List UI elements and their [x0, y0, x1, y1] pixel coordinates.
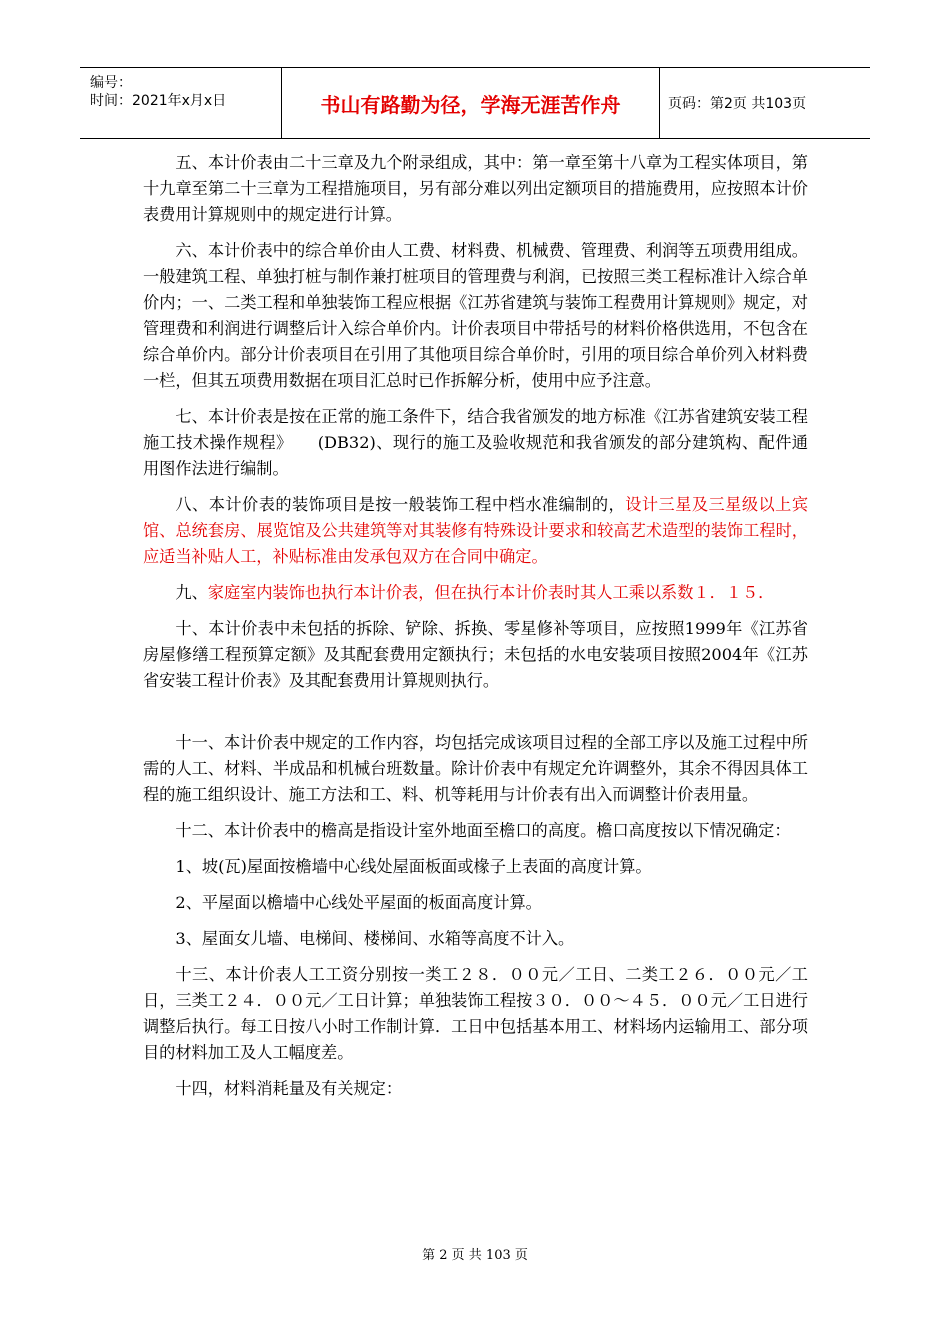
header-motto: 书山有路勤为径，学海无涯苦作舟 — [282, 68, 660, 138]
paragraph-9: 九、家庭室内装饰也执行本计价表，但在执行本计价表时其人工乘以系数１．１５． — [175, 583, 775, 602]
paragraph-10: 十、本计价表中未包括的拆除、铲除、拆换、零星修补等项目，应按照1999年《江苏省房屋修缮工程预算定额》及其配套费用定额执行；未包括的水电安装项目按照2004年《江苏省安装工程计价表》及其配套费用计算规则执行。 — [143, 619, 808, 690]
paragraph-13: 十三、本计价表人工工资分别按一类工２８．００元／工日、二类工２６．００元／工日，三类工２４．００元／工日计算；单独装饰工程按３０．００～４５．００元／工日进行调整后执行。每工日按八小时工作制计算．工日中包括基本用工、材料场内运输用工、部分项目的材料加工及人工幅度差。 — [143, 965, 808, 1062]
list-item-1: 1、坡(瓦)屋面按檐墙中心线处屋面板面或椽子上表面的高度计算。 — [175, 857, 652, 876]
paragraph-12: 十二、本计价表中的檐高是指设计室外地面至檐口的高度。檐口高度按以下情况确定： — [175, 821, 791, 840]
header-page-info: 页码：第2页 共103页 — [668, 96, 807, 112]
spacer — [143, 704, 808, 730]
list-item-2: 2、平屋面以檐墙中心线处平屋面的板面高度计算。 — [175, 893, 542, 912]
highlighted-text: 家庭室内装饰也执行本计价表，但在执行本计价表时其人工乘以系数１．１５． — [207, 583, 775, 602]
document-number-label: 编号： — [90, 75, 132, 91]
paragraph-6: 六、本计价表中的综合单价由人工费、材料费、机械费、管理费、利润等五项费用组成。一般建筑工程、单独打桩与制作兼打桩项目的管理费与利润，已按照三类工程标准计入综合单价内；一、二类工程和单独装饰工程应根据《江苏省建筑与装饰工程费用计算规则》规定，对管理费和利润进行调整后计入综合单价内。计价表项目中带括号的材料价格供选用，不包含在综合单价内。部分计价表项目在引用了其他项目综合单价时，引用的项目综合单价列入材料费一栏，但其五项费用数据在项目汇总时已作拆解分析，使用中应予注意。 — [143, 241, 808, 390]
document-date: 时间：2021年x月x日 — [90, 93, 227, 109]
page-header — [80, 67, 870, 139]
paragraph-11: 十一、本计价表中规定的工作内容，均包括完成该项目过程的全部工序以及施工过程中所需的人工、材料、半成品和机械台班数量。除计价表中有规定允许调整外，其余不得因具体工程的施工组织设计、施工方法和工、料、机等耗用与计价表有出入而调整计价表用量。 — [143, 733, 808, 804]
highlighted-text: 设计三星及三星级以上宾馆、总统套房、展览馆及公共建筑等对其装修有特殊设计要求和较高艺术造型的装饰工程时，应适当补贴人工，补贴标准由发承包双方在合同中确定。 — [143, 495, 809, 566]
document-body — [143, 150, 808, 1112]
header-meta — [80, 68, 282, 138]
list-item-3: 3、屋面女儿墙、电梯间、楼梯间、水箱等高度不计入。 — [175, 929, 575, 948]
page-footer: 第 2 页 共 103 页 — [422, 1248, 528, 1263]
paragraph-5: 五、本计价表由二十三章及九个附录组成，其中：第一章至第十八章为工程实体项目，第十九章至第二十三章为工程措施项目，另有部分难以列出定额项目的措施费用，应按照本计价表费用计算规则中的规定进行计算。 — [143, 153, 808, 224]
paragraph-8: 八、本计价表的装饰项目是按一般装饰工程中档水准编制的，设计三星及三星级以上宾馆、总统套房、展览馆及公共建筑等对其装修有特殊设计要求和较高艺术造型的装饰工程时，应适当补贴人工，补贴标准由发承包双方在合同中确定。 — [143, 495, 809, 566]
paragraph-7: 七、本计价表是按在正常的施工条件下，结合我省颁发的地方标准《江苏省建筑安装工程施工技术操作规程》 (DB32)、现行的施工及验收规范和我省颁发的部分建筑构、配件通用图作法进行编制。 — [143, 407, 808, 478]
paragraph-14: 十四，材料消耗量及有关规定： — [175, 1079, 403, 1098]
